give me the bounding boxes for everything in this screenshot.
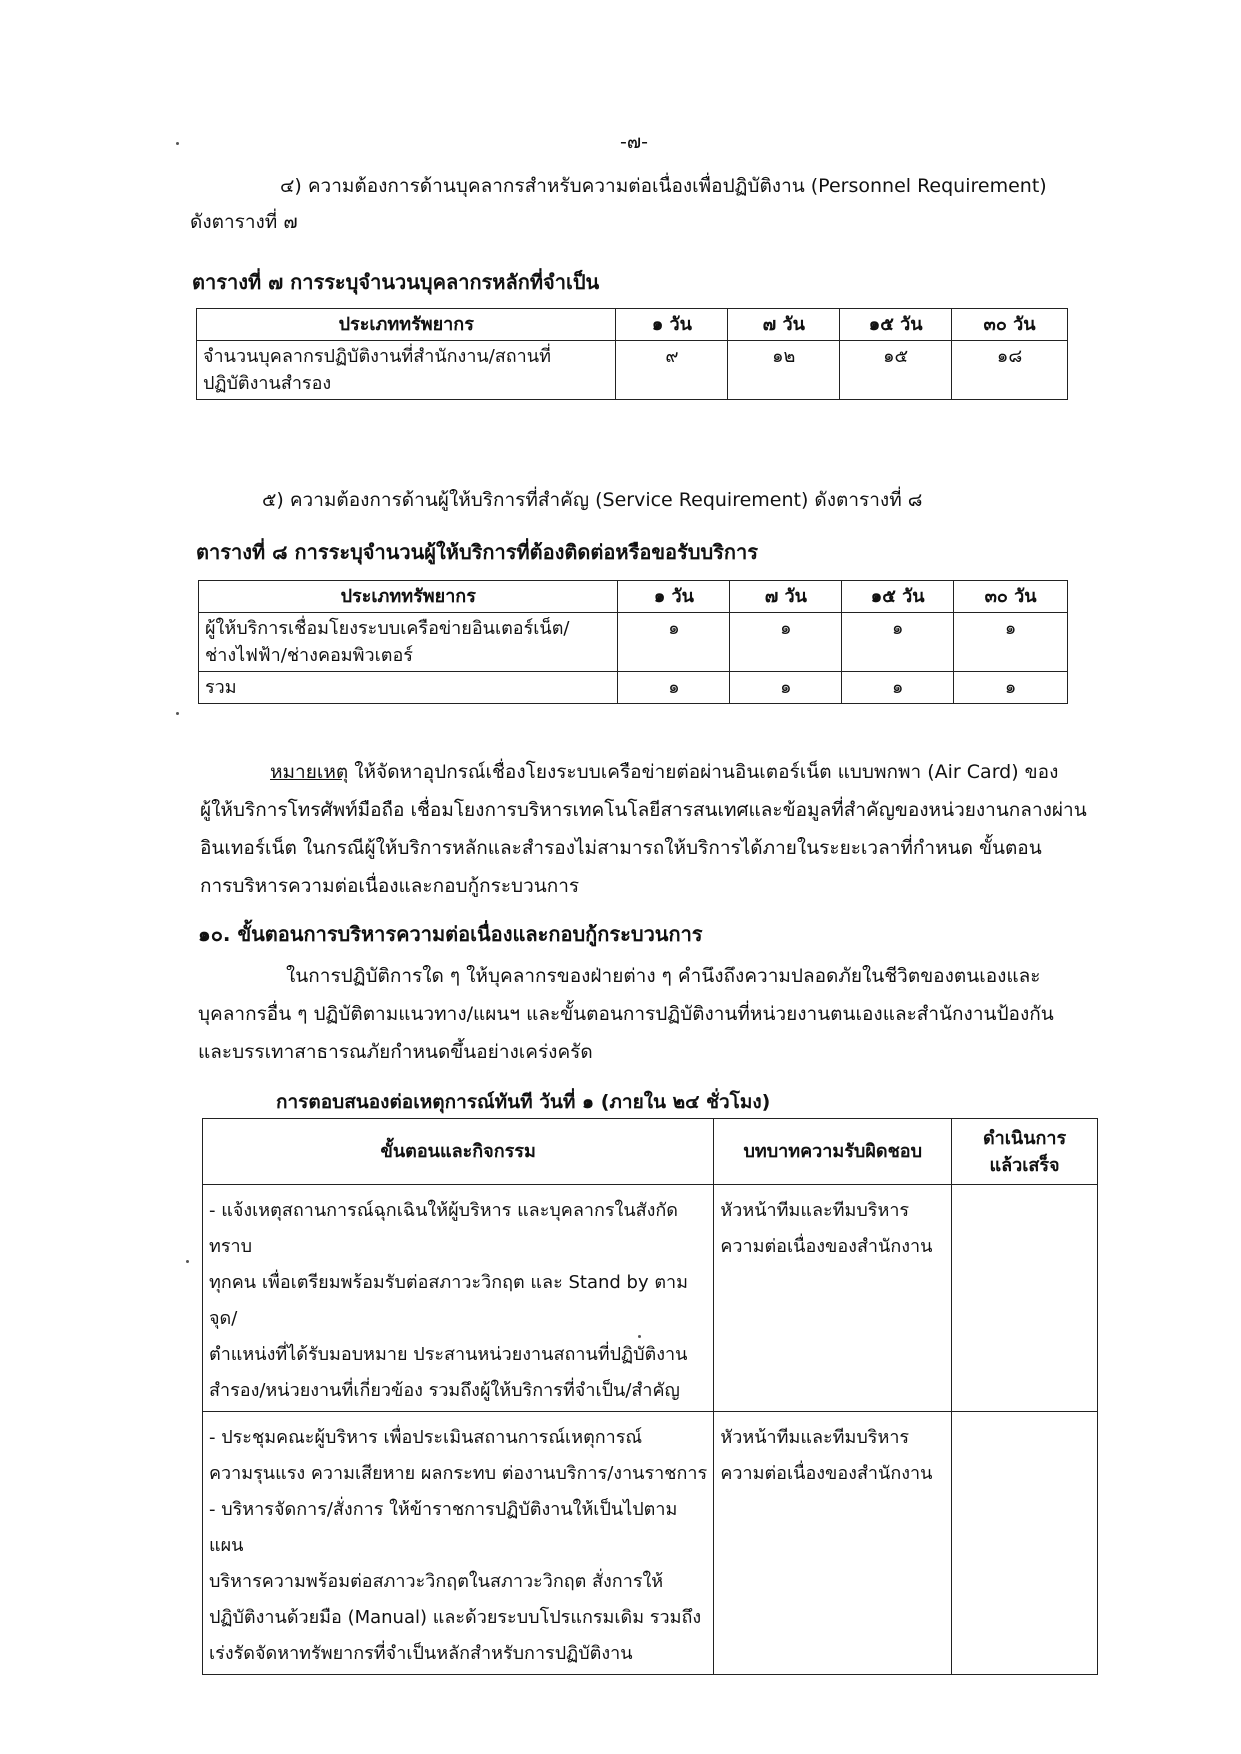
- note-line2: ผู้ให้บริการโทรศัพท์มือถือ เชื่อมโยงการบริหารเทคโนโลยีสารสนเทศและข้อมูลที่สำคัญของหน่วยงานกลางผ่าน: [200, 799, 1087, 821]
- section10-heading: ๑๐. ขั้นตอนการบริหารความต่อเนื่องและกอบกู้กระบวนการ: [198, 922, 703, 946]
- table8-header-row: [199, 581, 1068, 613]
- response-row2-done: [952, 1412, 1098, 1675]
- response-row1-role: [714, 1185, 952, 1412]
- scan-speck: [176, 712, 179, 715]
- response-row1-steps: [203, 1185, 714, 1412]
- table8-row2-30day: ๑: [954, 672, 1068, 704]
- response-table-header-row: [203, 1119, 1098, 1185]
- response-row2-role-line2: ความต่อเนื่องของสำนักงาน: [720, 1463, 933, 1484]
- table8-row1-label-line1: ผู้ให้บริการเชื่อมโยงระบบเครือข่ายอินเตอร์เน็ต/: [205, 618, 570, 639]
- table8-header-15day: ๑๕ วัน: [842, 581, 954, 613]
- table-row: [199, 672, 1068, 704]
- table8-row1-7day: ๑: [730, 613, 842, 672]
- table8-header-30day: ๓๐ วัน: [954, 581, 1068, 613]
- table8-header-resource: ประเภททรัพยากร: [199, 581, 618, 613]
- table8-row2-7day: ๑: [730, 672, 842, 704]
- table-row: [203, 1185, 1098, 1412]
- note-line1: [270, 758, 1058, 786]
- table7-row-label-line2: ปฏิบัติงานสำรอง: [203, 373, 332, 394]
- table8-header-7day: ๗ วัน: [730, 581, 842, 613]
- table7-title: ตารางที่ ๗ การระบุจำนวนบุคลากรหลักที่จำเป็น: [192, 270, 600, 294]
- table7-row-label: [197, 341, 616, 400]
- response-row2-line6: เร่งรัดจัดหาทรัพยากรที่จำเป็นหลักสำหรับการปฏิบัติงาน: [209, 1643, 633, 1664]
- response-table-title: การตอบสนองต่อเหตุการณ์ทันที วันที่ ๑ (ภายใน ๒๔ ชั่วโมง): [276, 1091, 771, 1113]
- response-header-role: บทบาทความรับผิดชอบ: [714, 1119, 952, 1185]
- table8-row2-label: รวม: [199, 672, 618, 704]
- response-row2-line1: - ประชุมคณะผู้บริหาร เพื่อประเมินสถานการณ์เหตุการณ์: [209, 1427, 643, 1448]
- section4-line1: ๔) ความต้องการด้านบุคลากรสำหรับความต่อเนื่องเพื่อปฏิบัติงาน (Personnel Requirement): [280, 175, 1047, 197]
- response-row1-role-line2: ความต่อเนื่องของสำนักงาน: [720, 1236, 933, 1257]
- table8: [198, 580, 1068, 704]
- table-row: [199, 613, 1068, 672]
- response-row2-role-line1: หัวหน้าทีมและทีมบริหาร: [720, 1427, 910, 1448]
- table7-header-resource: ประเภททรัพยากร: [197, 309, 616, 341]
- note-line3: อินเทอร์เน็ต ในกรณีผู้ให้บริการหลักและสำรองไม่สามารถให้บริการได้ภายในระยะเวลาที่กำหนด ขั้นตอน: [200, 837, 1042, 859]
- response-table: [202, 1118, 1098, 1675]
- section5-line1: ๕) ความต้องการด้านผู้ให้บริการที่สำคัญ (Service Requirement) ดังตารางที่ ๘: [262, 489, 923, 511]
- table-row: [203, 1412, 1098, 1675]
- response-row1-line1: - แจ้งเหตุสถานการณ์ฉุกเฉินให้ผู้บริหาร และบุคลากรในสังกัดทราบ: [209, 1200, 678, 1257]
- table8-row1-15day: ๑: [842, 613, 954, 672]
- response-row1-line3: ตำแหน่งที่ได้รับมอบหมาย ประสานหน่วยงานสถานที่ปฏิบัติงาน: [209, 1344, 688, 1365]
- response-row2-role: [714, 1412, 952, 1675]
- table7-value-30day: ๑๘: [952, 341, 1068, 400]
- response-row1-line4: สำรอง/หน่วยงานที่เกี่ยวข้อง รวมถึงผู้ให้บริการที่จำเป็น/สำคัญ: [209, 1380, 680, 1401]
- response-row1-line2: ทุกคน เพื่อเตรียมพร้อมรับต่อสภาวะวิกฤต และ Stand by ตามจุด/: [209, 1272, 688, 1329]
- table7-header-7day: ๗ วัน: [728, 309, 840, 341]
- table8-title: ตารางที่ ๘ การระบุจำนวนผู้ให้บริการที่ต้องติดต่อหรือขอรับบริการ: [196, 540, 758, 564]
- response-header-steps: ขั้นตอนและกิจกรรม: [203, 1119, 714, 1185]
- table7-value-15day: ๑๕: [840, 341, 952, 400]
- response-row2-line5: ปฏิบัติงานด้วยมือ (Manual) และด้วยระบบโปรแกรมเดิม รวมถึง: [209, 1607, 702, 1628]
- note-line4: การบริหารความต่อเนื่องและกอบกู้กระบวนการ: [200, 875, 580, 897]
- section10-para-line3: และบรรเทาสาธารณภัยกำหนดขึ้นอย่างเคร่งครัด: [198, 1041, 593, 1063]
- scan-speck: [176, 142, 179, 145]
- note-line1-text: ให้จัดหาอุปกรณ์เชื่องโยงระบบเครือข่ายต่อผ่านอินเตอร์เน็ต แบบพกพา (Air Card) ของ: [348, 761, 1059, 783]
- table8-row2-15day: ๑: [842, 672, 954, 704]
- response-header-done-line2: แล้วเสร็จ: [989, 1154, 1060, 1176]
- table7-value-7day: ๑๒: [728, 341, 840, 400]
- page-number: -๗-: [620, 131, 648, 153]
- response-row2-line4: บริหารความพร้อมต่อสภาวะวิกฤตในสภาวะวิกฤต สั่งการให้: [209, 1571, 664, 1592]
- table8-row2-1day: ๑: [618, 672, 730, 704]
- table7-header-15day: ๑๕ วัน: [840, 309, 952, 341]
- table7-header-30day: ๓๐ วัน: [952, 309, 1068, 341]
- scan-speck: [186, 1260, 189, 1263]
- response-row2-line2: ความรุนแรง ความเสียหาย ผลกระทบ ต่องานบริการ/งานราชการ: [209, 1463, 708, 1484]
- table-row: [197, 341, 1068, 400]
- response-row2-steps: [203, 1412, 714, 1675]
- table8-row1-label: [199, 613, 618, 672]
- table7-header-1day: ๑ วัน: [616, 309, 728, 341]
- table8-row1-1day: ๑: [618, 613, 730, 672]
- table8-header-1day: ๑ วัน: [618, 581, 730, 613]
- table8-row1-label-line2: ช่างไฟฟ้า/ช่างคอมพิวเตอร์: [205, 645, 413, 666]
- response-header-done: [952, 1119, 1098, 1185]
- table7: [196, 308, 1068, 400]
- section10-para-line2: บุคลากรอื่น ๆ ปฏิบัติตามแนวทาง/แผนฯ และขั้นตอนการปฏิบัติงานที่หน่วยงานตนเองและสำนักงานป้องกัน: [198, 1003, 1054, 1025]
- response-row1-role-line1: หัวหน้าทีมและทีมบริหาร: [720, 1200, 910, 1221]
- note-label: หมายเหตุ: [270, 761, 349, 783]
- response-header-done-line1: ดำเนินการ: [982, 1127, 1067, 1149]
- table8-row1-30day: ๑: [954, 613, 1068, 672]
- table7-row-label-line1: จำนวนบุคลากรปฏิบัติงานที่สำนักงาน/สถานที่: [203, 346, 551, 367]
- section10-para-line1: ในการปฏิบัติการใด ๆ ให้บุคลากรของฝ่ายต่าง ๆ คำนึงถึงความปลอดภัยในชีวิตของตนเองและ: [286, 965, 1041, 987]
- table7-value-1day: ๙: [616, 341, 728, 400]
- response-row2-line3: - บริหารจัดการ/สั่งการ ให้ข้าราชการปฏิบัติงานให้เป็นไปตามแผน: [209, 1499, 678, 1556]
- section4-line2: ดังตารางที่ ๗: [190, 211, 298, 233]
- table7-header-row: [197, 309, 1068, 341]
- response-row1-done: [952, 1185, 1098, 1412]
